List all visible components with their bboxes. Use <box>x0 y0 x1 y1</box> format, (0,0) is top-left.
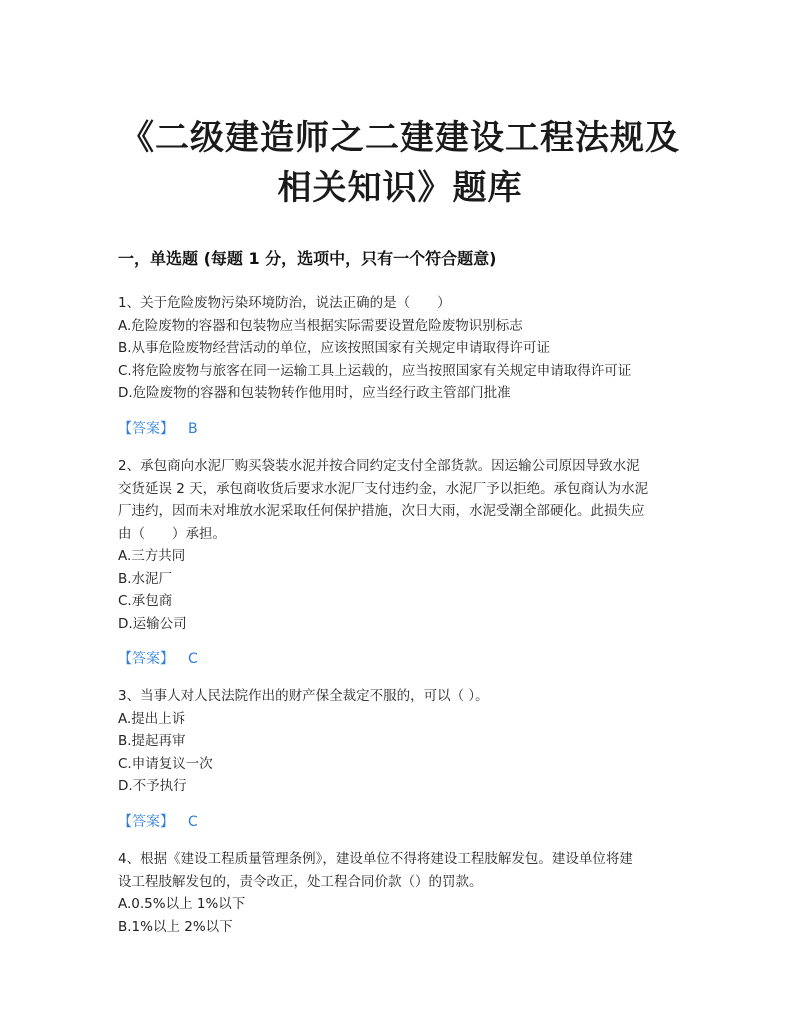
option-b: B.1%以上 2%以下 <box>118 918 233 935</box>
question-stem-line: 厂违约，因而未对堆放水泥采取任何保护措施，次日大雨，水泥受潮全部硬化。此损失应 <box>118 503 645 519</box>
option-c: C.将危险废物与旅客在同一运输工具上运载的，应当按照国家有关规定申请取得许可证 <box>118 362 632 379</box>
answer-1 <box>118 418 198 440</box>
question-stem-line: 由（ ）承担。 <box>118 525 226 542</box>
document-title-line-1: 《二级建造师之二建建设工程法规及 <box>120 118 680 158</box>
option-a: A.三方共同 <box>118 548 186 564</box>
answer-tag: 【答案】 <box>118 814 174 830</box>
question-stem-line: 2、承包商向水泥厂购买袋装水泥并按合同约定支付全部货款。因运输公司原因导致水泥 <box>118 458 640 474</box>
option-d: D.运输公司 <box>118 615 187 632</box>
question-stem-line: 4、根据《建设工程质量管理条例》，建设单位不得将建设工程肢解发包。建设单位将建 <box>118 851 633 867</box>
question-2 <box>118 455 684 635</box>
answer-tag: 【答案】 <box>118 651 174 667</box>
answer-2 <box>118 648 198 670</box>
question-stem: 1、关于危险废物污染环境防治，说法正确的是（ ） <box>118 295 451 311</box>
option-a: A.危险废物的容器和包装物应当根据实际需要设置危险废物识别标志 <box>118 317 523 334</box>
option-a: A.提出上诉 <box>118 710 186 727</box>
question-stem: 3、当事人对人民法院作出的财产保全裁定不服的，可以（ ）。 <box>118 688 489 704</box>
option-a: A.0.5%以上 1%以下 <box>118 896 246 912</box>
option-d: D.危险废物的容器和包装物转作他用时，应当经行政主管部门批准 <box>118 385 511 401</box>
question-1 <box>118 292 684 405</box>
section-heading: 一，单选题 (每题 1 分，选项中，只有一个符合题意) <box>118 249 497 268</box>
answer-tag: 【答案】 <box>118 421 174 437</box>
question-stem-line: 交货延误 2 天，承包商收货后要求水泥厂支付违约金，水泥厂予以拒绝。承包商认为水泥 <box>118 480 649 497</box>
answer-value: C <box>188 814 198 830</box>
question-4 <box>118 848 684 938</box>
answer-3 <box>118 811 198 833</box>
option-b: B.提起再审 <box>118 733 186 749</box>
answer-value: C <box>188 651 198 667</box>
document-title-line-2: 相关知识》题库 <box>277 168 523 208</box>
option-b: B.从事危险废物经营活动的单位，应该按照国家有关规定申请取得许可证 <box>118 340 551 356</box>
question-3 <box>118 685 684 798</box>
option-d: D.不予执行 <box>118 778 187 794</box>
question-stem-line: 设工程肢解发包的，责令改正，处工程合同价款（）的罚款。 <box>118 873 483 890</box>
answer-value: B <box>188 421 198 437</box>
option-b: B.水泥厂 <box>118 570 173 587</box>
option-c: C.承包商 <box>118 593 173 609</box>
option-c: C.申请复议一次 <box>118 755 213 772</box>
